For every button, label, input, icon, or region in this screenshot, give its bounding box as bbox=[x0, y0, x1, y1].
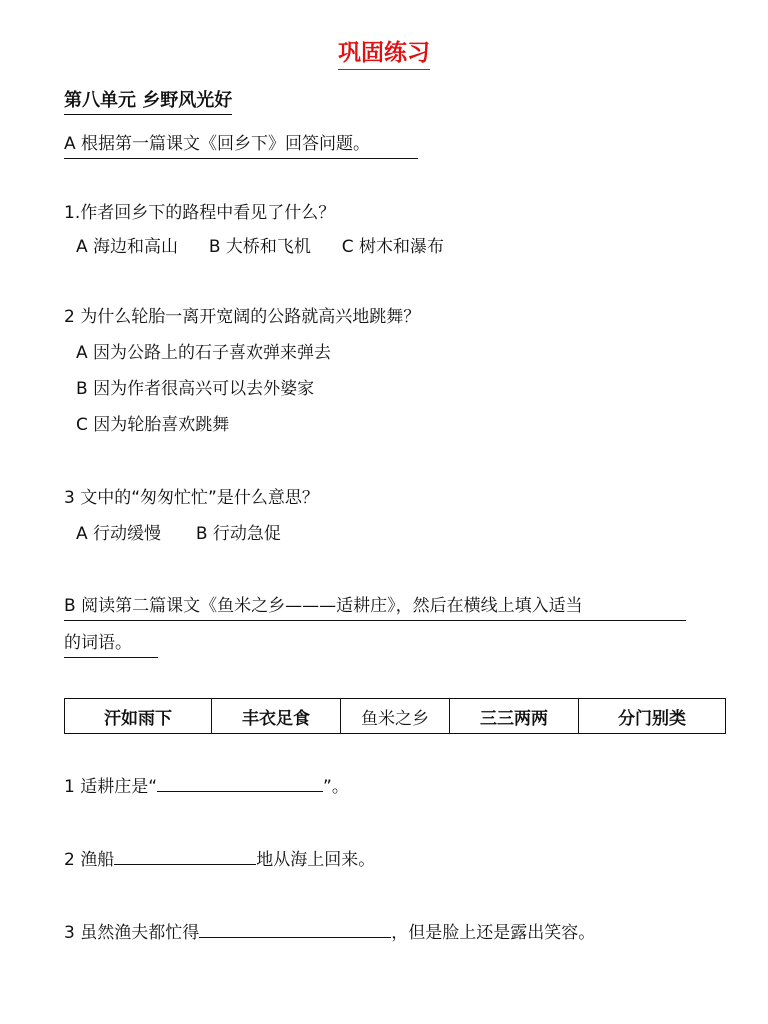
fill-in-3-blank[interactable] bbox=[199, 936, 391, 938]
question-2-option-c[interactable]: C 因为轮胎喜欢跳舞 bbox=[76, 415, 230, 435]
question-1-option-b[interactable]: B 大桥和飞机 bbox=[208, 237, 311, 257]
word-bank-cell: 鱼米之乡 bbox=[341, 699, 450, 734]
question-3-options bbox=[76, 523, 281, 545]
section-a-instruction bbox=[64, 133, 418, 159]
question-1-prompt: 1.作者回乡下的路程中看见了什么？ bbox=[64, 203, 336, 223]
question-3-option-a[interactable]: A 行动缓慢 bbox=[76, 524, 162, 544]
section-b-instruction-line2-text: 的词语。 bbox=[64, 632, 158, 658]
question-3-option-b[interactable]: B 行动急促 bbox=[195, 524, 281, 544]
word-bank-cell: 丰衣足食 bbox=[212, 699, 341, 734]
fill-in-3-after: ，但是脸上还是露出笑容。 bbox=[391, 923, 596, 943]
section-b-instruction-line2 bbox=[64, 632, 158, 658]
word-bank-table bbox=[64, 698, 726, 734]
word-bank-cell: 分门别类 bbox=[579, 699, 726, 734]
question-3-prompt: 3 文中的“匆匆忙忙”是什么意思？ bbox=[64, 488, 319, 508]
fill-in-3-before: 3 虽然渔夫都忙得 bbox=[64, 923, 200, 943]
question-1-options bbox=[76, 236, 444, 258]
section-b-instruction-line1 bbox=[64, 595, 686, 621]
fill-in-3 bbox=[64, 922, 595, 944]
question-1-option-a[interactable]: A 海边和高山 bbox=[76, 237, 179, 257]
word-bank-row bbox=[65, 699, 726, 734]
fill-in-1-after: ”。 bbox=[323, 777, 349, 797]
fill-in-2-blank[interactable] bbox=[114, 863, 256, 865]
question-1-option-c[interactable]: C 树木和瀑布 bbox=[341, 237, 445, 257]
page-title-text: 巩固练习 bbox=[338, 34, 430, 70]
fill-in-2-after: 地从海上回来。 bbox=[256, 850, 376, 870]
fill-in-1-before: 1 适耕庄是“ bbox=[64, 777, 158, 797]
section-b-instruction-line1-text: B 阅读第二篇课文《鱼米之乡———适耕庄》，然后在横线上填入适当 bbox=[64, 595, 686, 621]
fill-in-2-before: 2 渔船 bbox=[64, 850, 115, 870]
fill-in-2 bbox=[64, 849, 375, 871]
unit-heading: 第八单元 乡野风光好 bbox=[64, 86, 232, 115]
question-2-prompt: 2 为什么轮胎一离开宽阔的公路就高兴地跳舞？ bbox=[64, 307, 421, 327]
question-2-option-b[interactable]: B 因为作者很高兴可以去外婆家 bbox=[76, 379, 315, 399]
word-bank-cell: 三三两两 bbox=[450, 699, 579, 734]
page-title bbox=[0, 34, 768, 70]
section-a-instruction-text: A 根据第一篇课文《回乡下》回答问题。 bbox=[64, 133, 418, 159]
word-bank-cell: 汗如雨下 bbox=[65, 699, 212, 734]
fill-in-1 bbox=[64, 776, 349, 798]
fill-in-1-blank[interactable] bbox=[157, 790, 323, 792]
question-2-option-a[interactable]: A 因为公路上的石子喜欢弹来弹去 bbox=[76, 343, 332, 363]
